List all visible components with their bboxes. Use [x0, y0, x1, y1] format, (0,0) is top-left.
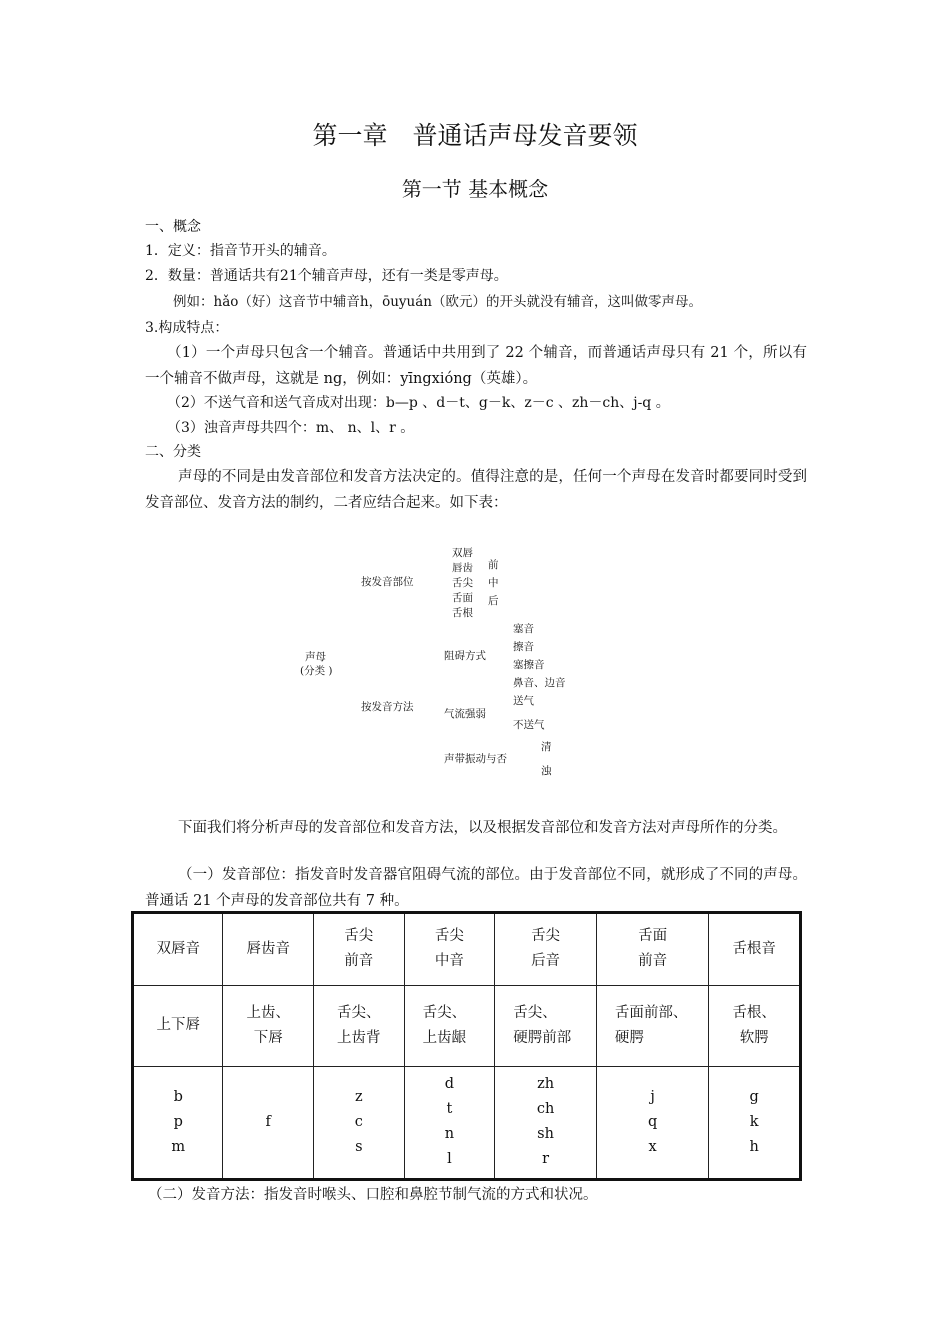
table-initials-cell: j q x	[596, 1066, 709, 1179]
intro-paragraph: 声母的不同是由发音部位和发音方法决定的。值得注意的是，任何一个声母在发音时都要同时受到发音部位、发音方法的制约，二者应结合起来。如下表：	[145, 469, 807, 511]
diagram-obstruction: 阻碍方式	[444, 650, 486, 662]
table-header-cell: 唇齿音	[223, 913, 314, 986]
heading-concept: 一、概念	[145, 219, 201, 235]
diagram-tongue-pos: 前	[488, 559, 499, 571]
diagram-place-item: 唇齿	[452, 562, 473, 574]
example-line: 例如：hǎo（好）这音节中辅音h，ōuyuán（欧元）的开头就没有辅音，这叫做零声母。	[173, 294, 702, 310]
analysis-paragraph: 下面我们将分析声母的发音部位和发音方法，以及根据发音部位和发音方法对声母所作的分类。	[178, 820, 787, 836]
table-initials-cell: d t n l	[404, 1066, 495, 1179]
diagram-by-method: 按发音方法	[361, 701, 414, 713]
feature-2-line: （2）不送气音和送气音成对出现：b—p 、d－t、g－k、z－c 、zh－ch、j-q 。	[167, 395, 670, 411]
table-organ-cell: 舌尖、 上齿龈	[404, 985, 495, 1066]
section-title: 第一节 基本概念	[401, 177, 549, 201]
chapter-title: 第一章 普通话声母发音要领	[312, 121, 638, 150]
diagram-vocal: 声带振动与否	[444, 753, 507, 765]
diagram-vocal-type: 浊	[541, 765, 552, 777]
table-organ-cell: 上下唇	[133, 985, 223, 1066]
diagram-root: 声母	[305, 651, 326, 663]
count-line: 2．数量：普通话共有21个辅音声母，还有一类是零声母。	[145, 268, 508, 284]
feature-3-line: （3）浊音声母共四个：m、 n、l、r 。	[167, 420, 415, 436]
diagram-place-item: 舌尖	[452, 577, 473, 589]
definition-line: 1．定义：指音节开头的辅音。	[145, 243, 336, 259]
table-header-cell: 舌尖 前音	[314, 913, 405, 986]
table-row	[133, 985, 801, 1066]
table-initials-cell: zh ch sh r	[495, 1066, 597, 1179]
table-organ-cell: 舌根、 软腭	[709, 985, 801, 1066]
table-initials-cell: b p m	[133, 1066, 223, 1179]
diagram-root-sub: (分类 )	[300, 665, 333, 677]
diagram-obstruction-type: 擦音	[513, 641, 534, 653]
diagram-obstruction-type: 塞擦音	[513, 659, 545, 671]
diagram-tongue-pos: 后	[488, 595, 499, 607]
diagram-airflow: 气流强弱	[444, 708, 486, 720]
diagram-place-item: 双唇	[452, 547, 473, 559]
diagram-airflow-type: 送气	[513, 695, 534, 707]
diagram-place-item: 舌面	[452, 592, 473, 604]
feature-heading: 3.构成特点：	[145, 320, 229, 336]
table-organ-cell: 舌尖、 硬腭前部	[495, 985, 597, 1066]
table-row	[133, 913, 801, 986]
place-paragraph: （一）发音部位：指发音时发音器官阻碍气流的部位。由于发音部位不同，就形成了不同的声母。普通话 21 个声母的发音部位共有 7 种。	[145, 867, 807, 909]
table-organ-cell: 舌面前部、 硬腭	[596, 985, 709, 1066]
diagram-place-item: 舌根	[452, 607, 473, 619]
table-initials-cell: g k h	[709, 1066, 801, 1179]
table-organ-cell: 上齿、 下唇	[223, 985, 314, 1066]
diagram-vocal-type: 清	[541, 741, 552, 753]
table-header-cell: 双唇音	[133, 913, 223, 986]
table-row	[133, 1066, 801, 1179]
diagram-airflow-type: 不送气	[513, 719, 545, 731]
place-of-articulation-table	[131, 911, 802, 1181]
table-header-cell: 舌根音	[709, 913, 801, 986]
table-header-cell: 舌尖 后音	[495, 913, 597, 986]
heading-classification: 二、分类	[145, 444, 201, 460]
diagram-by-place: 按发音部位	[361, 576, 414, 588]
table-header-cell: 舌面 前音	[596, 913, 709, 986]
diagram-obstruction-type: 鼻音、边音	[513, 677, 566, 689]
diagram-obstruction-type: 塞音	[513, 623, 534, 635]
table-initials-cell: z c s	[314, 1066, 405, 1179]
table-initials-cell: f	[223, 1066, 314, 1179]
feature-1-paragraph: （1）一个声母只包含一个辅音。普通话中共用到了 22 个辅音，而普通话声母只有 21 个，所以有一个辅音不做声母，这就是 ng，例如：yīngxióng（英雄）。	[145, 345, 807, 387]
table-organ-cell: 舌尖、 上齿背	[314, 985, 405, 1066]
diagram-tongue-pos: 中	[488, 577, 499, 589]
manner-line: （二）发音方法：指发音时喉头、口腔和鼻腔节制气流的方式和状况。	[148, 1187, 598, 1203]
table-header-cell: 舌尖 中音	[404, 913, 495, 986]
